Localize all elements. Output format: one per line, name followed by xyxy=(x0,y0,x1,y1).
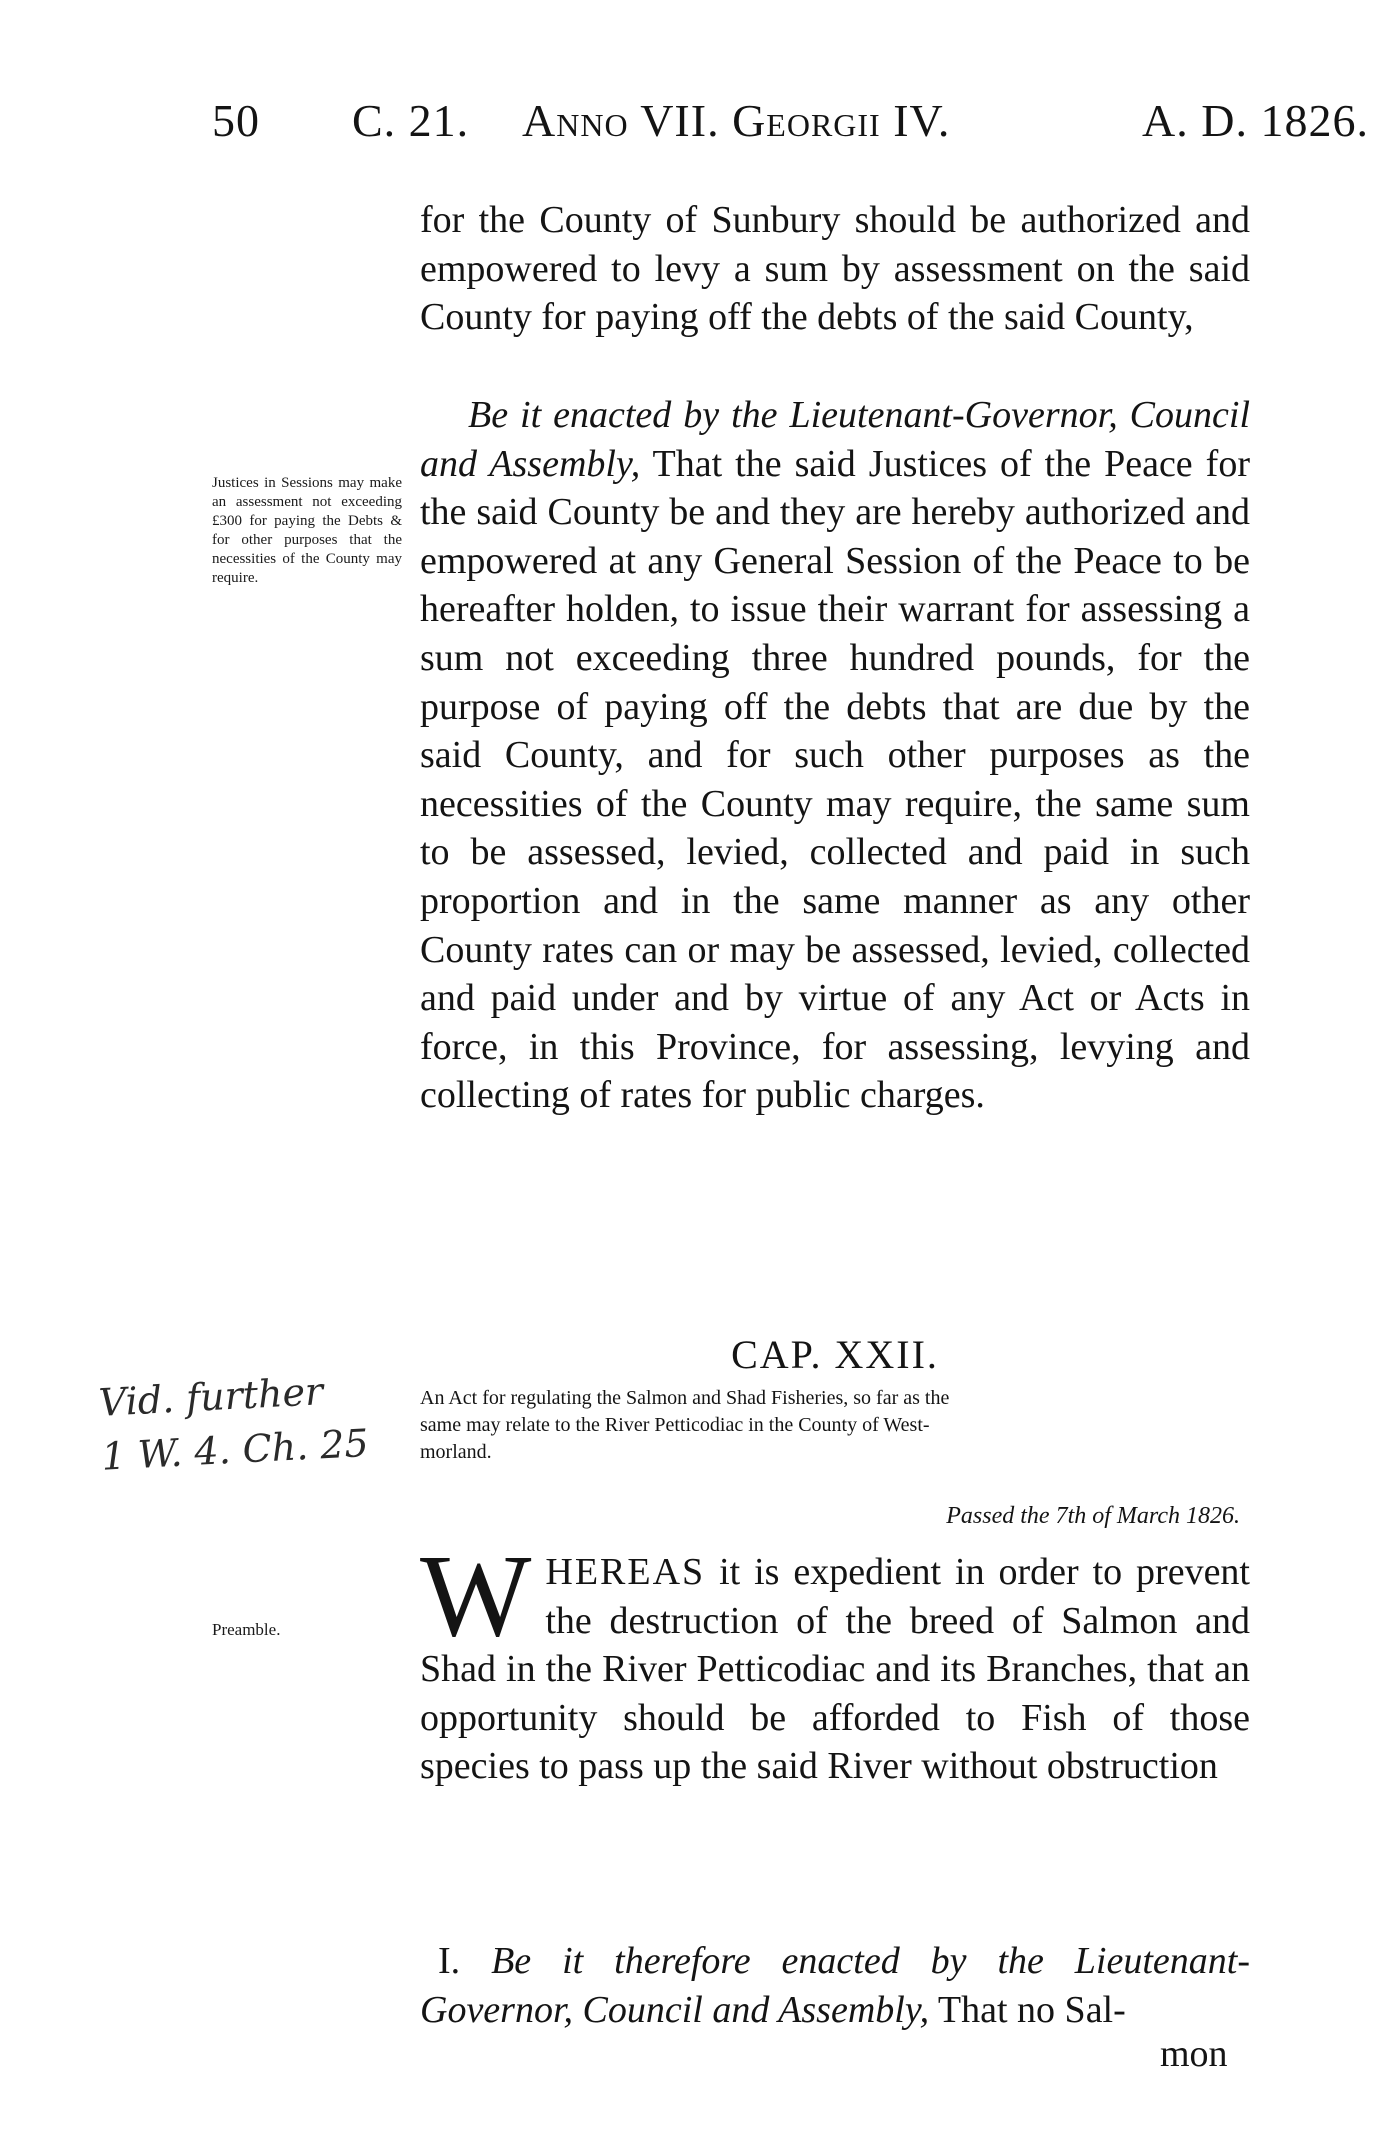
enacting-body: That the said Justices of the Peace for the said County be and they are hereby authorized and empowered at any General Session of the Peace to be hereafter holden, to issue their warrant for assessing a sum not exceeding three hundred pounds, for the purpose of paying off the debts that are due by the said County, and for such other purposes as the necessities of the County may require, the same sum to be assessed, levied, collected and paid in such proportion and in the same manner as any other County rates can or may be assessed, levied, collected and paid under and by virtue of any Act or Acts in force, in this Province, for assessing, levying and collecting of rates for public charges. xyxy=(420,442,1250,1117)
act-title-line: same may relate to the River Petticodiac in the County of West- xyxy=(420,1414,930,1436)
regnal-year: Anno VII. Georgii IV. xyxy=(522,95,951,146)
continued-paragraph xyxy=(420,196,1250,342)
calendar-year: A. D. 1826. xyxy=(1142,95,1369,146)
drop-cap: W xyxy=(420,1530,532,1661)
handwritten-annotation xyxy=(97,1360,402,1484)
chapter-number: C. 21. xyxy=(352,95,470,146)
paragraph-text: for the County of Sunbury should be authorized and empowered to levy a sum by assessment on the said County for paying off the debts of the said County, xyxy=(420,199,1250,339)
paragraph-text xyxy=(420,1937,1250,2034)
passed-date: Passed the 7th of March 1826. xyxy=(946,1503,1240,1529)
act-title xyxy=(420,1385,1260,1466)
running-head xyxy=(212,95,1369,146)
chapter-heading: CAP. XXII. xyxy=(731,1332,939,1377)
paragraph-text xyxy=(420,391,1250,1120)
marginal-note-justices: Justices in Sessions may make an assessment not exceeding £300 for paying the Debts & for other purposes that the necessities of the County may require. xyxy=(212,475,402,586)
enacting-clause: Be it therefore enacted by the Lieutenant-Governor, Council and Assembly, xyxy=(420,1940,1250,2031)
section-one xyxy=(420,1937,1250,2034)
section-number: I. xyxy=(438,1940,461,1982)
section-text: That no Sal- xyxy=(929,1988,1126,2031)
handwritten-line: Vid. further xyxy=(97,1369,325,1425)
act-title-line: morland. xyxy=(420,1441,492,1463)
act-title-line: An Act for regulating the Salmon and Shad Fisheries, so far as the xyxy=(420,1387,950,1409)
enacting-paragraph xyxy=(420,391,1250,1120)
preamble-first-word: HEREAS xyxy=(545,1551,706,1593)
catchword: mon xyxy=(1160,2033,1228,2075)
page-number: 50 xyxy=(212,95,260,146)
preamble-text: it is expedient in order to prevent the destruction of the breed of Salmon and Shad in the River Petticodiac and its Branches, that an opportunity should be afforded to Fish of those species to pass up the said River without obstruction xyxy=(420,1551,1250,1788)
handwritten-line: 1 W. 4. Ch. 25 xyxy=(100,1420,370,1479)
preamble-paragraph xyxy=(420,1530,1250,1791)
enacting-clause: Be it enacted by the Lieutenant-Governor, Council and Assembly, xyxy=(420,394,1250,485)
marginal-note-preamble: Preamble. xyxy=(212,1620,281,1639)
